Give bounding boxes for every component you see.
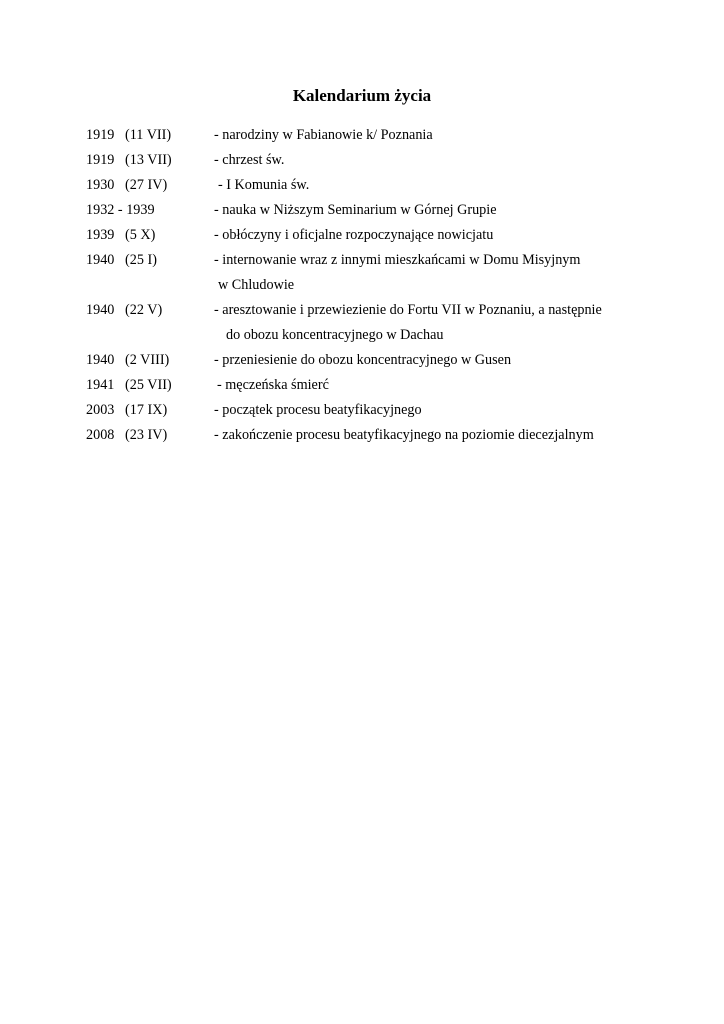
entry-date: 1940 (2 VIII) (86, 352, 170, 368)
entry-description-line: - męczeńska śmierć (217, 377, 329, 393)
timeline-entry (86, 373, 646, 398)
entry-description-line: - przeniesienie do obozu koncentracyjnego w Gusen (214, 352, 512, 368)
timeline-list (86, 123, 646, 448)
timeline-entry (86, 348, 646, 373)
entry-description-line: - początek procesu beatyfikacyjnego (214, 402, 422, 418)
entry-date: 1939 (5 X) (86, 227, 156, 243)
entry-date: 1930 (27 IV) (86, 177, 168, 193)
entry-description-line: - I Komunia św. (218, 177, 310, 193)
entry-description (214, 223, 646, 248)
entry-description (214, 123, 646, 148)
entry-description (214, 173, 646, 198)
entry-description (214, 298, 646, 348)
timeline-entry (86, 148, 646, 173)
entry-description-line: - internowanie wraz z innymi mieszkańcami w Domu Misyjnym (214, 252, 581, 268)
entry-description (214, 148, 646, 173)
entry-description-line: - chrzest św. (214, 152, 285, 168)
entry-date: 1940 (22 V) (86, 302, 163, 318)
entry-description-line: - nauka w Niższym Seminarium w Górnej Grupie (214, 202, 497, 218)
entry-description (214, 398, 646, 423)
entry-description-line: w Chludowie (218, 277, 295, 293)
timeline-entry (86, 123, 646, 148)
entry-date: 1932 - 1939 (86, 202, 155, 218)
entry-date: 1941 (25 VII) (86, 377, 172, 393)
entry-description-line: - narodziny w Fabianowie k/ Poznania (214, 127, 433, 143)
entry-description (214, 423, 646, 448)
timeline-entry (86, 423, 646, 448)
entry-description (214, 373, 646, 398)
timeline-entry (86, 248, 646, 298)
entry-description (214, 248, 646, 298)
entry-description (214, 348, 646, 373)
entry-description-line: do obozu koncentracyjnego w Dachau (226, 327, 444, 343)
entry-date: 1940 (25 I) (86, 252, 157, 268)
timeline-entry (86, 223, 646, 248)
entry-description (214, 198, 646, 223)
timeline-entry (86, 198, 646, 223)
entry-description-line: - aresztowanie i przewiezienie do Fortu VII w Poznaniu, a następnie (214, 302, 602, 318)
entry-description-line: - obłóczyny i oficjalne rozpoczynające nowicjatu (214, 227, 494, 243)
entry-date: 1919 (13 VII) (86, 152, 172, 168)
timeline-entry (86, 173, 646, 198)
document-title: Kalendarium życia (292, 86, 432, 105)
entry-date: 2003 (17 IX) (86, 402, 168, 418)
timeline-entry (86, 398, 646, 423)
entry-date: 2008 (23 IV) (86, 427, 168, 443)
entry-description-line: - zakończenie procesu beatyfikacyjnego na poziomie diecezjalnym (214, 427, 594, 443)
timeline-entry (86, 298, 646, 348)
entry-date: 1919 (11 VII) (86, 127, 172, 143)
